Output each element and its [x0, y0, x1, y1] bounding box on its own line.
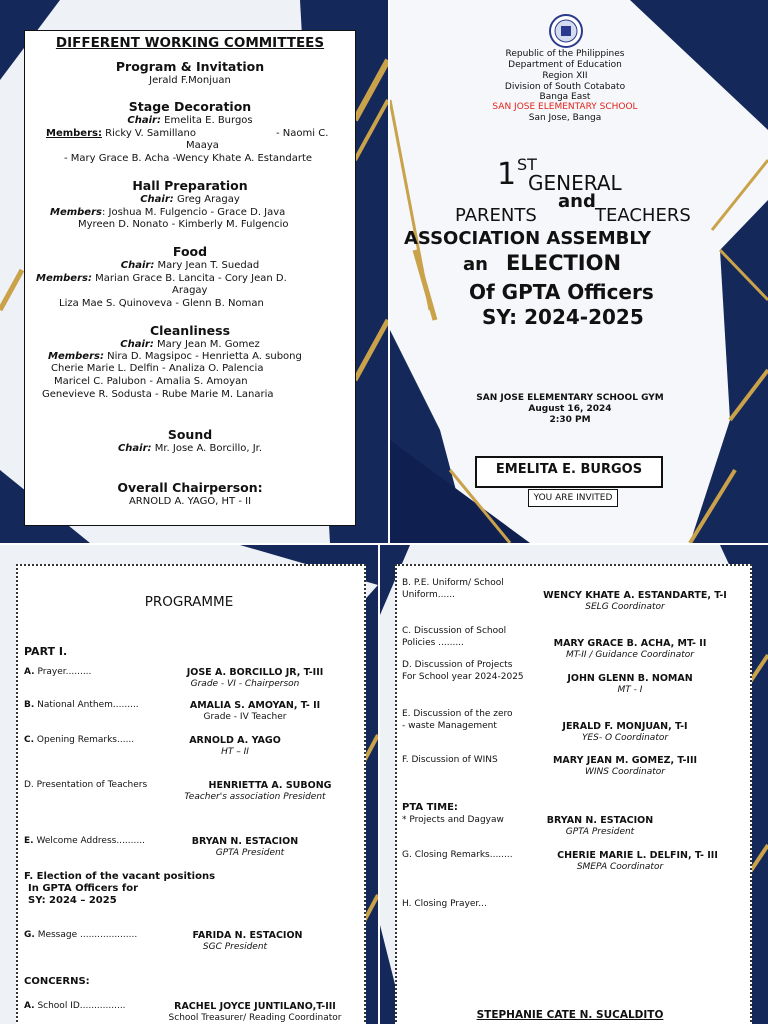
committees-heading: DIFFERENT WORKING COMMITTEES	[55, 35, 325, 51]
hall-member: Myreen D. Nonato - Kimberly M. Fulgencio	[78, 219, 289, 230]
clean-chair: Chair: Mary Jean M. Gomez	[120, 339, 260, 350]
item-c-role: HT – II	[221, 747, 249, 757]
item-e-role: GPTA President	[215, 848, 285, 858]
title-parents: PARENTS	[455, 205, 537, 226]
item-d-role: Teacher's association President	[184, 792, 326, 802]
item-b2-label1: B. P.E. Uniform/ School	[402, 578, 504, 588]
programme-title: PROGRAMME	[144, 594, 234, 610]
item-b-label: B. National Anthem.........	[24, 700, 139, 710]
item-b-role: Grade - IV Teacher	[203, 712, 287, 722]
item-e2-label1: E. Discussion of the zero	[402, 709, 513, 719]
hall-chair: Chair: Greg Aragay	[140, 194, 240, 205]
stage-title: Stage Decoration	[128, 99, 252, 114]
clean-members-line: Members: Nira D. Magsipoc - Henrietta A. subong	[48, 351, 302, 362]
item-e2-label2: - waste Management	[402, 721, 497, 731]
stage-members-line: Members: Ricky V. Samillano	[46, 128, 196, 139]
item-d-label: D. Presentation of Teachers	[24, 780, 148, 790]
title-an: an	[463, 254, 488, 275]
title-election: ELECTION	[506, 251, 622, 275]
overall-title: Overall Chairperson:	[117, 480, 263, 495]
item-c-label: C. Opening Remarks......	[24, 735, 135, 745]
item-b2-label2: Uniform......	[402, 590, 455, 600]
concern-a-label: A. School ID................	[24, 1001, 126, 1011]
cover-panel	[390, 0, 768, 543]
republic-text: Republic of the Philippines	[505, 49, 625, 59]
division-text: Division of South Cotabato	[504, 82, 626, 92]
school-name: SAN JOSE ELEMENTARY SCHOOL	[492, 102, 638, 112]
item-b2-role: SELG Coordinator	[585, 602, 665, 612]
title-association: ASSOCIATION ASSEMBLY	[404, 228, 652, 249]
clean-member: Genevieve R. Sodusta - Rube Marie M. Lanaria	[42, 389, 274, 400]
overall-name: ARNOLD A. YAGO, HT - II	[128, 496, 252, 507]
concern-a-role: School Treasurer/ Reading Coordinator	[168, 1013, 342, 1023]
deped-text: Department of Education	[508, 60, 622, 70]
item-e-name: BRYAN N. ESTACION	[191, 836, 299, 847]
stage-member: Maaya	[186, 140, 219, 151]
food-chair: Chair: Mary Jean T. Suedad	[120, 260, 260, 271]
item-h2-label: H. Closing Prayer...	[402, 899, 487, 909]
item-g2-label: G. Closing Remarks........	[402, 850, 513, 860]
item-b-name: AMALIA S. AMOYAN, T- II	[189, 700, 321, 711]
item-g-name: FARIDA N. ESTACION	[192, 930, 303, 941]
item-f-line3: SY: 2024 – 2025	[28, 895, 117, 906]
item-g2-name: CHERIE MARIE L. DELFIN, T- III	[557, 850, 718, 861]
sound-chair: Chair: Mr. Jose A. Borcillo, Jr.	[117, 443, 263, 454]
time-text: 2:30 PM	[549, 415, 591, 425]
venue-text: SAN JOSE ELEMENTARY SCHOOL GYM	[476, 393, 664, 403]
item-g-label: G. Message ....................	[24, 930, 138, 940]
clean-title: Cleanliness	[149, 323, 231, 338]
item-b2-name: WENCY KHATE A. ESTANDARTE, T-I	[543, 590, 727, 601]
title-sy: SY: 2024-2025	[482, 305, 644, 329]
title-officers: Of GPTA Officers	[469, 280, 654, 304]
item-f2-name: MARY JEAN M. GOMEZ, T-III	[552, 755, 698, 766]
pta-time-heading: PTA TIME:	[402, 802, 458, 813]
programme-continued-panel	[380, 545, 768, 1024]
region-text: Region XII	[542, 71, 588, 81]
part-heading: PART I.	[24, 645, 68, 658]
sound-title: Sound	[167, 427, 213, 442]
item-e-label: E. Welcome Address..........	[24, 836, 145, 846]
program-name: Jerald F.Monjuan	[149, 75, 231, 86]
stage-chair: Chair: Emelita E. Burgos	[127, 115, 253, 126]
food-member: Liza Mae S. Quinoveva - Glenn B. Noman	[59, 298, 264, 309]
item-d-name: HENRIETTA A. SUBONG	[208, 780, 332, 791]
clean-member: Cherie Marie L. Delfin - Analiza O. Palencia	[51, 363, 264, 374]
invited-badge: YOU ARE INVITED	[528, 489, 618, 507]
item-a-role: Grade - VI - Chairperson	[190, 679, 300, 689]
item-f2-label: F. Discussion of WINS	[402, 755, 498, 765]
pta-name: BRYAN N. ESTACION	[546, 815, 654, 826]
food-title: Food	[172, 244, 208, 259]
food-member: Aragay	[172, 285, 208, 296]
committees-panel	[0, 0, 388, 543]
item-f-line2: In GPTA Officers for	[28, 883, 139, 894]
principal-name-box: EMELITA E. BURGOS	[475, 456, 663, 488]
school-address: San Jose, Banga	[528, 113, 602, 123]
title-general: GENERAL	[528, 171, 622, 195]
item-d2-label1: D. Discussion of Projects	[402, 660, 513, 670]
item-c2-label1: C. Discussion of School	[402, 626, 507, 636]
stage-member: - Naomi C.	[276, 128, 329, 139]
item-f-line1: F. Election of the vacant positions	[24, 871, 216, 882]
pta-item: * Projects and Dagyaw	[402, 815, 504, 825]
item-d2-name: JOHN GLENN B. NOMAN	[567, 673, 693, 684]
programme-panel	[0, 545, 378, 1024]
item-f2-role: WINS Coordinator	[584, 767, 666, 777]
district-text: Banga East	[539, 92, 591, 102]
item-a-name: JOSE A. BORCILLO JR, T-III	[186, 667, 324, 678]
clean-member: Maricel C. Palubon - Amalia S. Amoyan	[54, 376, 248, 387]
pta-role: GPTA President	[565, 827, 635, 837]
stage-member: - Mary Grace B. Acha -Wency Khate A. Estandarte	[64, 153, 313, 164]
deped-seal-icon	[549, 14, 583, 48]
item-e2-name: JERALD F. MONJUAN, T-I	[562, 721, 688, 732]
food-members-line: Members: Marian Grace B. Lancita - Cory Jean D.	[36, 273, 287, 284]
item-g2-role: SMEPA Coordinator	[576, 862, 664, 872]
item-d2-role: MT - I	[617, 685, 643, 695]
master-of-ceremony-name: STEPHANIE CATE N. SUCALDITO	[476, 1009, 664, 1021]
item-c2-name: MARY GRACE B. ACHA, MT- II	[553, 638, 707, 649]
item-d2-label2: For School year 2024-2025	[402, 672, 524, 682]
item-c-name: ARNOLD A. YAGO	[189, 735, 281, 746]
concern-a-name: RACHEL JOYCE JUNTILANO,T-III	[174, 1001, 336, 1012]
item-e2-role: YES- O Coordinator	[581, 733, 669, 743]
ordinal-number: 1	[497, 157, 517, 192]
item-g-role: SGC President	[202, 942, 268, 952]
hall-members-line: Members: Joshua M. Fulgencio - Grace D. Java	[50, 207, 286, 218]
date-text: August 16, 2024	[528, 404, 612, 414]
title-and: and	[558, 191, 596, 212]
item-c2-role: MT-II / Guidance Coordinator	[566, 650, 694, 660]
concerns-heading: CONCERNS:	[24, 976, 90, 987]
item-a-label: A. Prayer.........	[24, 667, 92, 677]
hall-title: Hall Preparation	[132, 178, 248, 193]
program-title: Program & Invitation	[115, 59, 265, 74]
item-c2-label2: Policies .........	[402, 638, 464, 648]
title-teachers: TEACHERS	[595, 205, 691, 226]
ordinal-suffix: ST	[517, 155, 537, 174]
